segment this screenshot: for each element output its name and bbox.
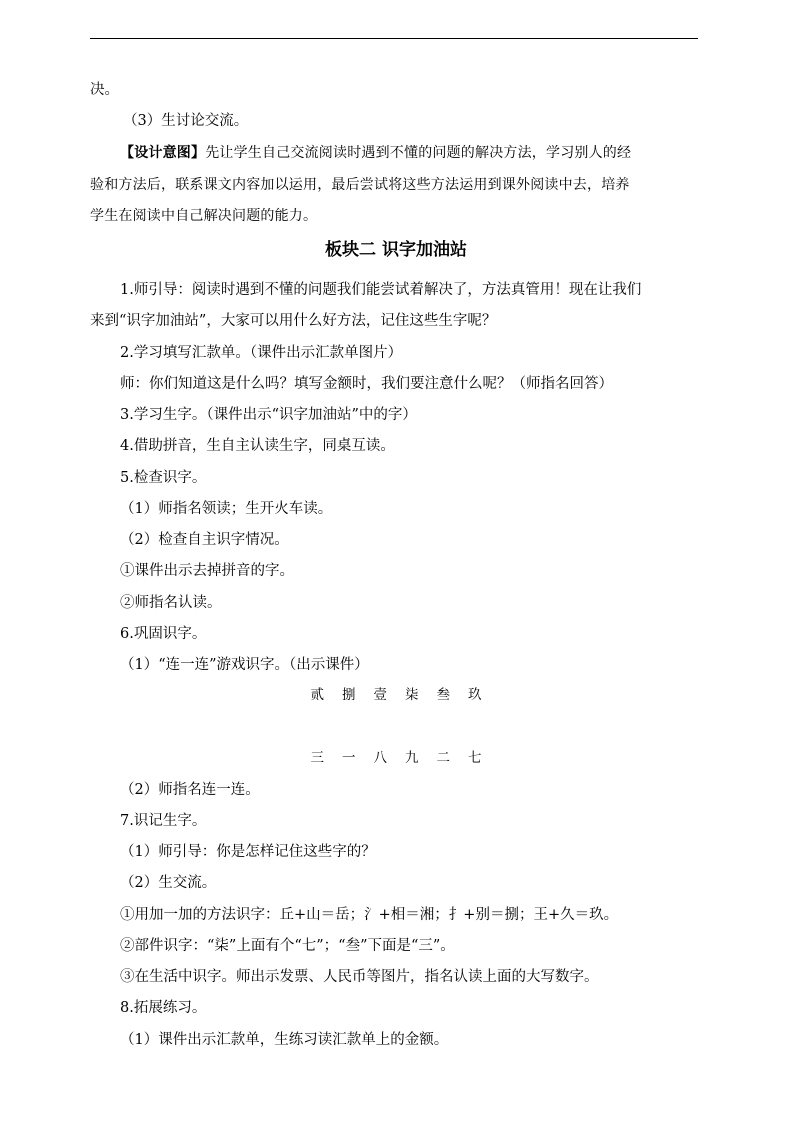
match-char: 捌 xyxy=(342,687,356,703)
match-char: 贰 xyxy=(310,687,324,703)
text-line: （2）师指名连一连。 xyxy=(120,782,260,798)
match-char: 七 xyxy=(468,750,482,766)
text-line: 5.检查识字。 xyxy=(120,470,207,486)
match-char: 二 xyxy=(436,750,450,766)
text-line: （1）课件出示汇款单，生练习读汇款单上的金额。 xyxy=(120,1032,449,1048)
design-intent-line xyxy=(120,143,631,163)
match-char: 壹 xyxy=(373,687,387,703)
match-char: 玖 xyxy=(468,687,482,703)
text-line: （1）师指名领读；生开火车读。 xyxy=(120,501,333,517)
match-char: 柒 xyxy=(405,687,419,703)
text-line: ①课件出示去掉拼音的字。 xyxy=(120,563,294,579)
text-line: （2）生交流。 xyxy=(120,875,217,891)
text-line: ②师指名认读。 xyxy=(120,595,222,611)
text-line: 3.学习生字。（课件出示“识字加油站”中的字） xyxy=(120,407,417,423)
text-line: 4.借助拼音，生自主认读生字，同桌互读。 xyxy=(120,438,395,454)
match-row-bottom xyxy=(90,748,702,768)
text-line: 来到“识字加油站”，大家可以用什么好方法，记住这些生字呢？ xyxy=(90,313,497,329)
text-line: （2）检查自主识字情况。 xyxy=(120,532,289,548)
design-intent-text: 学生在阅读中自己解决问题的能力。 xyxy=(90,208,318,224)
design-intent-text: 先让学生自己交流阅读时遇到不懂的问题的解决方法，学习别人的经 xyxy=(205,145,632,161)
text-line: ①用加一加的方法识字：丘+山＝岳；氵+相＝湘；扌+别＝捌；王+久＝玖。 xyxy=(120,907,619,923)
text-line: 决。 xyxy=(90,82,119,98)
match-char: 八 xyxy=(373,750,387,766)
text-line: 8.拓展练习。 xyxy=(120,1000,207,1016)
text-line: 6.巩固识字。 xyxy=(120,626,207,642)
header-rule xyxy=(90,38,698,39)
text-line: 1.师引导：阅读时遇到不懂的问题我们能尝试着解决了，方法真管用！现在让我们 xyxy=(120,282,642,298)
match-row-top xyxy=(90,685,702,705)
match-char: 三 xyxy=(310,750,324,766)
design-intent-text: 验和方法后，联系课文内容加以运用，最后尝试将这些方法运用到课外阅读中去，培养 xyxy=(90,177,630,193)
design-intent-label: 【设计意图】 xyxy=(120,145,206,161)
match-char: 叁 xyxy=(436,687,450,703)
match-char: 一 xyxy=(342,750,356,766)
text-line: ②部件识字：“柒”上面有个“七”；“叁”下面是“三”。 xyxy=(120,938,455,954)
text-line: 师：你们知道这是什么吗？填写金额时，我们要注意什么呢？（师指名回答） xyxy=(120,376,613,392)
section-heading: 板块二 识字加油站 xyxy=(325,240,467,260)
text-line: （3）生讨论交流。 xyxy=(123,113,249,129)
text-line: ③在生活中识字。师出示发票、人民币等图片，指名认读上面的大写数字。 xyxy=(120,969,599,985)
text-line: 2.学习填写汇款单。（课件出示汇款单图片） xyxy=(120,345,403,361)
text-line: （1）“连一连”游戏识字。（出示课件） xyxy=(120,657,369,673)
match-char: 九 xyxy=(405,750,419,766)
text-line: 7.识记生字。 xyxy=(120,813,207,829)
text-line: （1）师引导：你是怎样记住这些字的？ xyxy=(120,844,376,860)
